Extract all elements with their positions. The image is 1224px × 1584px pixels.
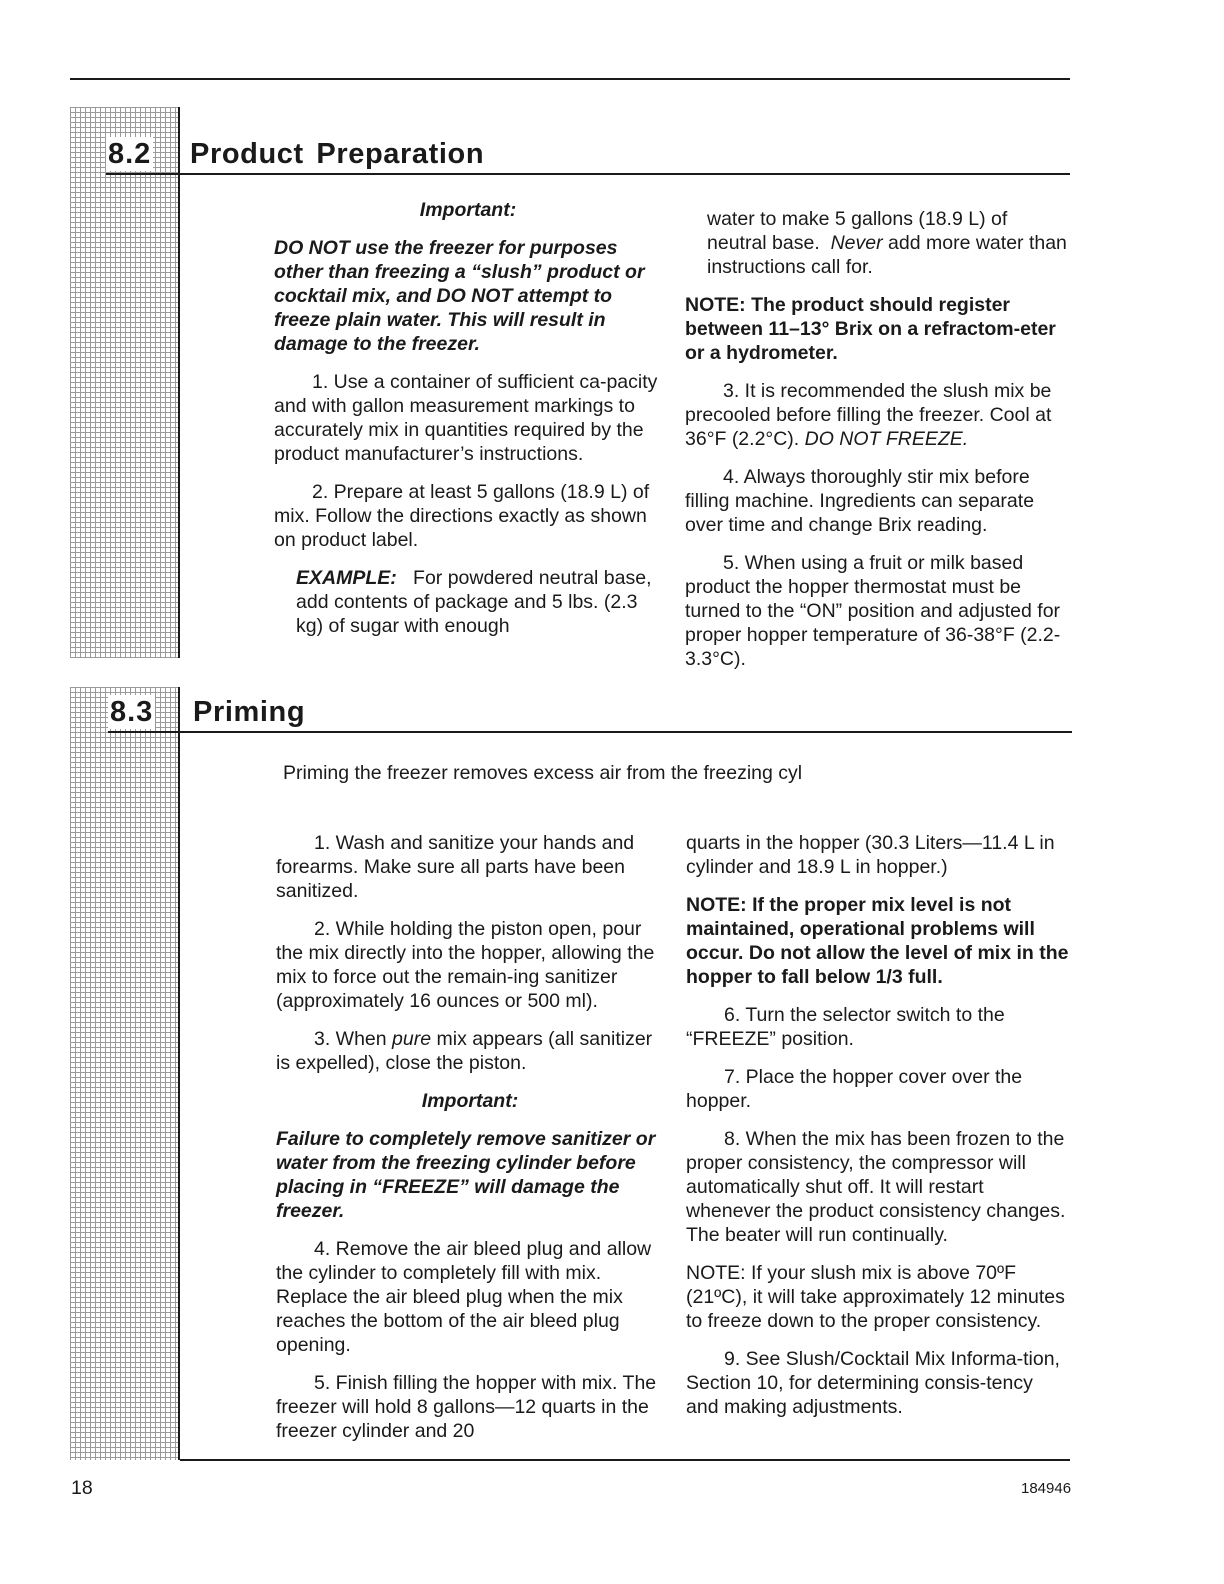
step-3 bbox=[276, 1027, 664, 1075]
page-number: 18 bbox=[71, 1477, 93, 1499]
section-title: Product Preparation bbox=[190, 138, 485, 170]
step-1: 1. Use a container of sufficient ca-pacity and with gallon measurement markings to accurately mix in quantities required by the product manufacturer’s instructions. bbox=[274, 371, 658, 465]
note-brix: NOTE: The product should register between 11–13° Brix on a refractom-eter or a hydrometer. bbox=[685, 294, 1056, 364]
continuation-emphasis: Never bbox=[830, 232, 883, 254]
step-9: 9. See Slush/Cocktail Mix Informa-tion, Section 10, for determining consis-tency and making adjustments. bbox=[686, 1348, 1060, 1418]
example-label: EXAMPLE: bbox=[296, 567, 397, 589]
step-3-emphasis: DO NOT FREEZE. bbox=[804, 428, 969, 450]
step-4: 4. Always thoroughly stir mix before filling machine. Ingredients can separate over time and change Brix reading. bbox=[685, 466, 1035, 536]
top-rule bbox=[70, 78, 1070, 80]
section-title: Priming bbox=[193, 696, 306, 728]
step-5: 5. When using a fruit or milk based product the hopper thermostat must be turned to the “ON” position and adjusted for proper hopper temperature of 36-38°F (2.2-3.3°C). bbox=[685, 552, 1061, 670]
step-3-text-a: 3. When bbox=[314, 1028, 387, 1050]
step-7: 7. Place the hopper cover over the hopper. bbox=[686, 1066, 1023, 1112]
document-number: 184946 bbox=[1021, 1480, 1072, 1497]
section-intro: Priming the freezer removes excess air from the freezing cyl bbox=[283, 762, 803, 784]
continuation-text-a: water to make 5 gallons (18.9 L) of neutral base. bbox=[707, 208, 1008, 254]
important-warning: DO NOT use the freezer for purposes other than freezing a “slush” product or cocktail mix, and DO NOT attempt to freeze plain water. This will result in damage to the freezer. bbox=[274, 237, 645, 355]
bottom-rule bbox=[180, 1459, 1070, 1461]
section-title-rule bbox=[108, 731, 1072, 733]
section-number: 8.3 bbox=[110, 696, 154, 728]
continuation-text-b: add more water than instructions call for. bbox=[707, 232, 1067, 278]
step-3-emphasis: pure bbox=[392, 1028, 432, 1050]
section-8-3-left-column bbox=[276, 831, 664, 1457]
example-continuation bbox=[685, 207, 1070, 279]
section-8-2-left-column bbox=[274, 198, 662, 652]
step-8: 8. When the mix has been frozen to the proper consistency, the compressor will automatically shut off. It will restart whenever the product consistency changes. The beater will run continually. bbox=[686, 1128, 1066, 1246]
step-2: 2. Prepare at least 5 gallons (18.9 L) of mix. Follow the directions exactly as shown on product label. bbox=[274, 481, 650, 551]
example-paragraph bbox=[274, 566, 662, 638]
important-warning: Failure to completely remove sanitizer or water from the freezing cylinder before placing in “FREEZE” will damage the freezer. bbox=[276, 1128, 656, 1222]
step-5: 5. Finish filling the hopper with mix. The freezer will hold 8 gallons—12 quarts in the freezer cylinder and 20 bbox=[276, 1372, 657, 1442]
section-margin-grid bbox=[70, 107, 180, 658]
step-6: 6. Turn the selector switch to the “FREEZE” position. bbox=[686, 1004, 1005, 1050]
note-mix-level: NOTE: If the proper mix level is not maintained, operational problems will occur. Do not allow the level of mix in the hopper to fall below 1/3 full. bbox=[686, 894, 1069, 988]
section-8-3-right-column bbox=[686, 831, 1070, 1433]
section-margin-grid bbox=[70, 687, 180, 1460]
important-heading: Important: bbox=[419, 199, 517, 221]
step-1: 1. Wash and sanitize your hands and forearms. Make sure all parts have been sanitized. bbox=[276, 832, 635, 902]
section-number: 8.2 bbox=[108, 138, 152, 170]
example-text: For powdered neutral base, add contents of package and 5 lbs. (2.3 kg) of sugar with enough bbox=[296, 567, 652, 637]
section-title-rule bbox=[106, 173, 1070, 175]
section-8-2-right-column bbox=[685, 207, 1070, 685]
step-3 bbox=[685, 379, 1070, 451]
note-freeze-time: NOTE: If your slush mix is above 70ºF (21ºC), it will take approximately 12 minutes to freeze down to the proper consistency. bbox=[686, 1262, 1065, 1332]
step-5-continuation: quarts in the hopper (30.3 Liters—11.4 L in cylinder and 18.9 L in hopper.) bbox=[686, 832, 1055, 878]
step-2: 2. While holding the piston open, pour the mix directly into the hopper, allowing the mix to force out the remain-ing sanitizer (approximately 16 ounces or 500 ml). bbox=[276, 918, 655, 1012]
important-heading: Important: bbox=[421, 1090, 519, 1112]
step-3-text-b: mix appears (all sanitizer is expelled), close the piston. bbox=[276, 1028, 653, 1074]
step-3-text: 3. It is recommended the slush mix be precooled before filling the freezer. Cool at 36°F (2.2°C). bbox=[685, 380, 1052, 450]
step-4: 4. Remove the air bleed plug and allow the cylinder to completely fill with mix. Replace the air bleed plug when the mix reaches the bottom of the air bleed plug opening. bbox=[276, 1238, 652, 1356]
